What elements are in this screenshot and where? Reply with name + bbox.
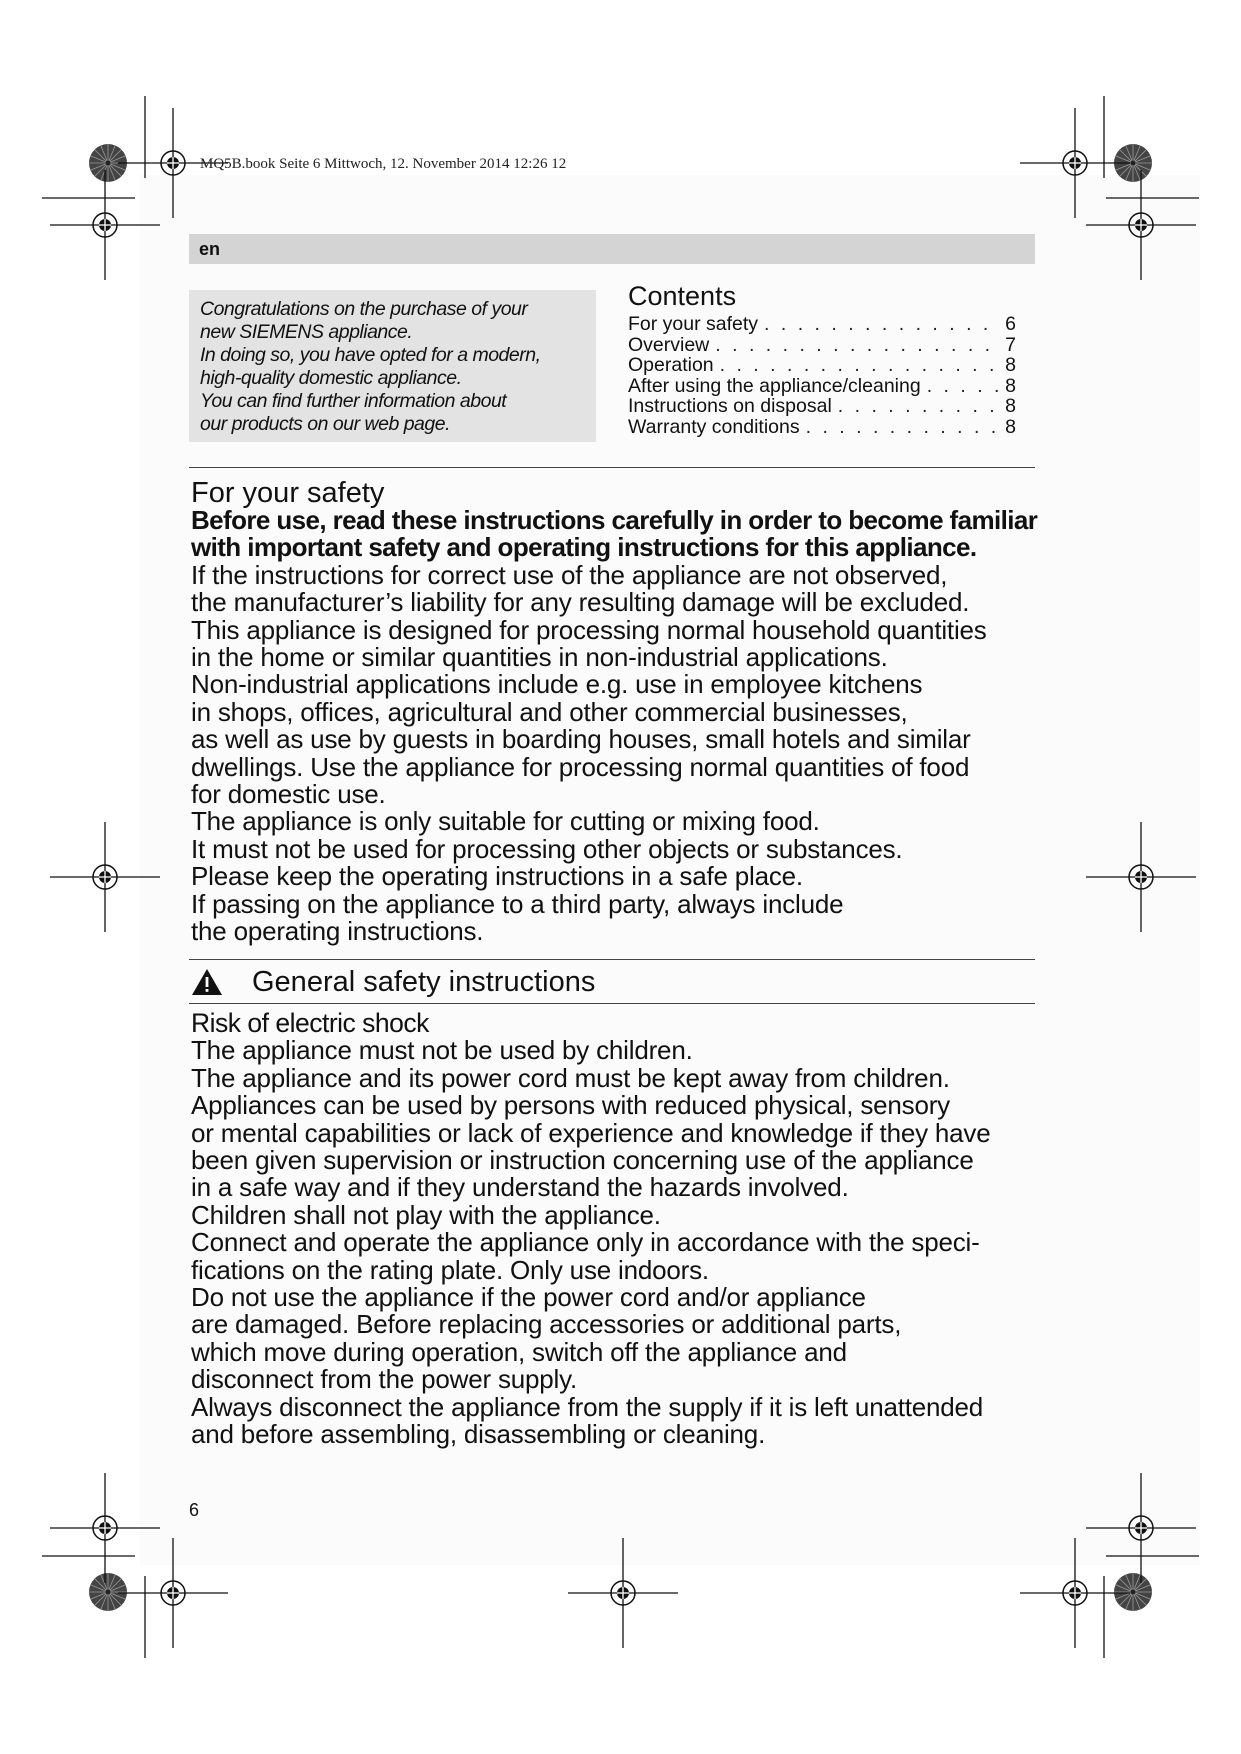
toc-page: 8 [1005, 354, 1016, 376]
body-line: the operating instructions. [191, 916, 484, 947]
body-line: Children shall not play with the appliance. [191, 1199, 661, 1230]
body-line: as well as use by guests in boarding houses, small hotels and similar [191, 724, 971, 755]
body-line: or mental capabilities or lack of experience and knowledge if they have [191, 1117, 991, 1148]
intro-line: new SIEMENS appliance. [200, 321, 413, 343]
toc-leader [715, 335, 1001, 356]
general-safety-heading [191, 962, 1037, 1002]
warning-triangle-icon [191, 968, 223, 996]
toc-page: 8 [1005, 395, 1016, 417]
body-line: dwellings. Use the appliance for processing normal quantities of food [191, 751, 970, 782]
page-number: 6 [189, 1500, 200, 1520]
body-line: It must not be used for processing other objects or substances. [191, 833, 903, 864]
body-line: If the instructions for correct use of the appliance are not observed, [191, 559, 948, 590]
body-line: the manufacturer’s liability for any resulting damage will be excluded. [191, 587, 970, 618]
intro-box [189, 290, 596, 442]
intro-line: high-quality domestic appliance. [200, 367, 462, 389]
body-line: Connect and operate the appliance only in accordance with the speci- [191, 1227, 980, 1258]
body-line: in a safe way and if they understand the hazards involved. [191, 1172, 849, 1203]
toc-page: 6 [1005, 313, 1016, 335]
body-line: This appliance is designed for processing normal household quantities [191, 614, 987, 645]
body-line: been given supervision or instruction concerning use of the appliance [191, 1145, 974, 1176]
section-divider [189, 1003, 1035, 1004]
toc-label: Warranty conditions [628, 415, 800, 438]
language-bar [189, 234, 1035, 264]
intro-line: Congratulations on the purchase of your [200, 298, 528, 320]
intro-line: You can find further information about [200, 390, 507, 412]
body-line: and before assembling, disassembling or cleaning. [191, 1419, 766, 1450]
toc-page: 8 [1005, 374, 1016, 397]
safety-section-body [191, 507, 1071, 946]
body-line: are damaged. Before replacing accessories or additional parts, [191, 1309, 902, 1340]
table-of-contents [628, 314, 1016, 437]
body-line: Non-industrial applications include e.g. use in employee kitchens [191, 669, 923, 700]
body-line: Please keep the operating instructions in a safe place. [191, 861, 803, 892]
toc-leader [838, 396, 1001, 417]
toc-label: Instructions on disposal [628, 395, 832, 417]
toc-page: 7 [1005, 333, 1016, 356]
section-divider [189, 959, 1035, 960]
contents-title: Contents [628, 281, 737, 311]
body-line: The appliance and its power cord must be kept away from children. [191, 1062, 950, 1093]
toc-page: 8 [1005, 415, 1016, 438]
safety-section-title: For your safety [191, 477, 385, 509]
toc-leader [806, 417, 1002, 438]
body-line: The appliance must not be used by children. [191, 1035, 693, 1066]
intro-line: our products on our web page. [200, 413, 451, 435]
risk-subtitle: Risk of electric shock [191, 1008, 429, 1038]
body-line: disconnect from the power supply. [191, 1364, 578, 1395]
toc-entry[interactable] [628, 396, 1016, 417]
body-line: in shops, offices, agricultural and other commercial businesses, [191, 696, 908, 727]
language-code: en [199, 239, 221, 259]
toc-label: After using the appliance/cleaning [628, 374, 921, 397]
body-line: Appliances can be used by persons with reduced physical, sensory [191, 1090, 950, 1121]
body-line: which move during operation, switch off the appliance and [191, 1336, 847, 1367]
toc-label: For your safety [628, 313, 759, 335]
body-line: for domestic use. [191, 779, 386, 810]
toc-entry[interactable] [628, 335, 1016, 356]
intro-bold-line: Before use, read these instructions carefully in order to become familiar [191, 505, 1038, 535]
section-divider [189, 467, 1035, 468]
toc-entry[interactable] [628, 376, 1016, 397]
body-line: fications on the rating plate. Only use indoors. [191, 1254, 709, 1285]
body-line: Do not use the appliance if the power cord and/or appliance [191, 1282, 866, 1313]
body-line: Always disconnect the appliance from the supply if it is left unattended [191, 1391, 984, 1422]
toc-label: Operation [628, 354, 714, 376]
toc-leader [720, 355, 1002, 376]
body-line: The appliance is only suitable for cutting or mixing food. [191, 806, 820, 837]
print-header: MQ5B.book Seite 6 Mittwoch, 12. November 2014 12:26 12 [200, 156, 567, 172]
toc-label: Overview [628, 333, 710, 356]
toc-entry[interactable] [628, 417, 1016, 438]
body-line: in the home or similar quantities in non-industrial applications. [191, 642, 888, 673]
toc-leader [927, 376, 1001, 397]
toc-leader [764, 314, 1001, 335]
general-safety-body [191, 1010, 1071, 1449]
general-safety-title: General safety instructions [252, 965, 596, 998]
body-line: If passing on the appliance to a third party, always include [191, 888, 844, 919]
toc-entry[interactable] [628, 314, 1016, 335]
toc-entry[interactable] [628, 355, 1016, 376]
intro-bold-line: with important safety and operating instructions for this appliance. [191, 532, 977, 563]
intro-line: In doing so, you have opted for a modern, [200, 344, 541, 366]
